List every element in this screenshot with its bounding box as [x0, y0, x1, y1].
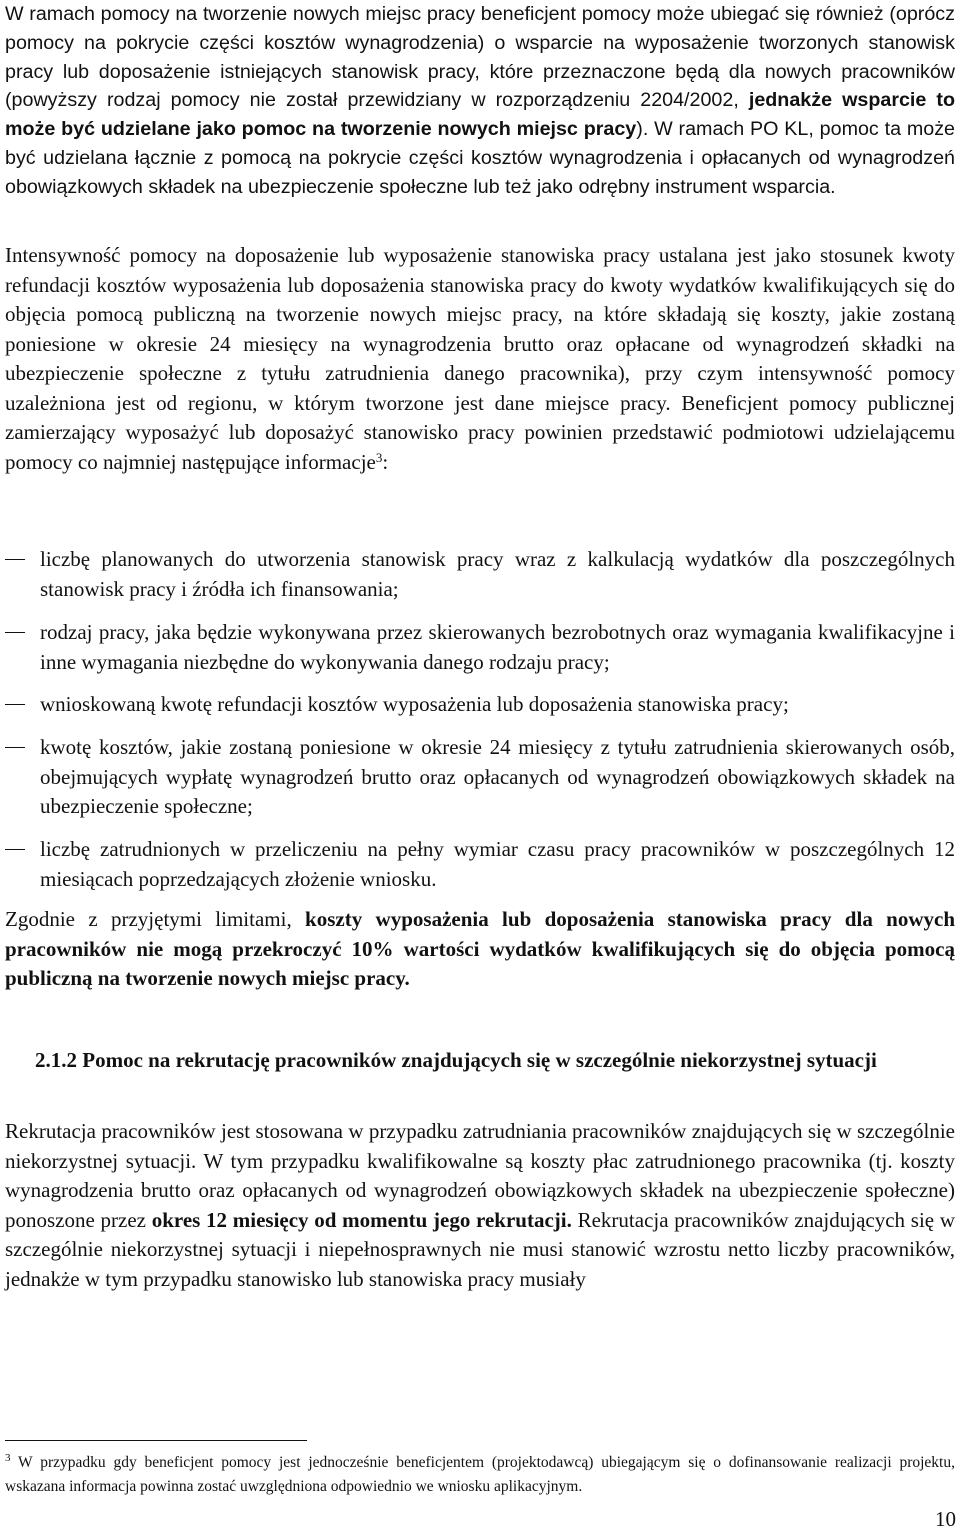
paragraph-text: Intensywność pomocy na doposażenie lub wyposażenie stanowiska pracy ustalana jest jako stosunek kwoty refundacji kosztów wyposażenia lub doposażenia stanowiska pracy do kwoty wydatków kwalifikujących się do objęcia pomocą publiczną na tworzenie nowych miejsc pracy, na które składają się koszty, jakie zostaną poniesione w okresie 24 miesięcy na wynagrodzenia brutto oraz opłacane od wynagrodzeń składki na ubezpieczenie społeczne z tytułu zatrudnienia danego pracownika), przy czym intensywność pomocy uzależniona jest od regionu, w którym tworzone jest dane miejsce pracy. Beneficjent pomocy publicznej zamierzający wyposażyć lub doposażyć stanowisko pracy powinien przedstawić podmiotowi udzielającemu pomocy co najmniej następujące informacje [5, 243, 955, 474]
footnote-marker: 3 [5, 1452, 11, 1464]
section-title: Pomoc na rekrutację pracowników znajdujących się w szczególnie niekorzystnej sytuacji [82, 1048, 877, 1072]
footnote-divider [5, 1440, 307, 1441]
footnote-text: W przypadku gdy beneficjent pomocy jest jednocześnie beneficjentem (projektodawcą) ubiegającym się o dofinansowanie realizacji projektu, wskazana informacja powinna zostać uwzględniona odpowiednio we wniosku aplikacyjnym. [5, 1454, 955, 1495]
paragraph-text: Rekrutacja pracowników jest stosowana w przypadku zatrudniania pracowników znajdujących się w szczególnie niekorzystnej sytuacji. W tym przypadku kwalifikowalne są koszty płac zatrudnionego pracownika (tj. koszty wynagrodzenia brutto oraz opłacanych od wynagrodzeń obowiązkowych składek na ubezpieczenie społeczne) ponoszone przez [5, 1119, 955, 1232]
list-item-text: liczbę planowanych do utworzenia stanowisk pracy wraz z kalkulacją wydatków dla poszczególnych stanowisk pracy i źródła ich finansowania; [40, 547, 955, 601]
paragraph-text: : [382, 449, 389, 474]
paragraph-text: ). W ramach PO KL, pomoc ta może być udzielana łącznie z pomocą na pokrycie części kosztów wynagrodzenia i opłacanych od wynagrodzeń obowiązkowych składek na ubezpieczenie społeczne lub też jako odrębny instrument wsparcia. [5, 118, 955, 198]
list-item-text: kwotę kosztów, jakie zostaną poniesione w okresie 24 miesięcy z tytułu zatrudnienia skierowanych osób, obejmujących wypłatę wynagrodzeń brutto oraz opłacanych od wynagrodzeń obowiązkowych składek na ubezpieczenie społeczne; [40, 735, 955, 818]
page-number: 10 [935, 1507, 956, 1531]
footnote-reference[interactable]: 3 [375, 449, 383, 465]
paragraph-text: Rekrutacja pracowników znajdujących się w szczególnie niekorzystnej sytuacji i niepełnosprawnych nie musi stanowić wzrostu netto liczby pracowników, jednakże w tym przypadku stanowisko lub stanowiska pracy musiały [5, 1207, 955, 1291]
list-item [5, 545, 955, 604]
list-item-text: rodzaj pracy, jaka będzie wykonywana przez skierowanych bezrobotnych oraz wymagania kwalifikacyjne i inne wymagania niezbędne do wykonywania danego rodzaju pracy; [40, 620, 955, 674]
list-item-text: wnioskowaną kwotę refundacji kosztów wyposażenia lub doposażenia stanowiska pracy; [40, 692, 789, 716]
list-item [5, 618, 955, 677]
paragraph-recruitment [5, 1117, 955, 1294]
paragraph-equipment-support [5, 0, 955, 202]
list-item-text: liczbę zatrudnionych w przeliczeniu na pełny wymiar czasu pracy pracowników w poszczególnych 12 miesiącach poprzedzających złożenie wniosku. [40, 837, 955, 891]
paragraph-text: Zgodnie z przyjętymi limitami, [5, 907, 306, 931]
list-item [5, 835, 955, 894]
paragraph-text: W ramach pomocy na tworzenie nowych miejsc pracy beneficjent pomocy może ubiegać się również (oprócz pomocy na pokrycie części kosztów wynagrodzenia) o wsparcie na wyposażenie tworzonych stanowisk pracy lub doposażenie istniejących stanowisk pracy, które przeznaczone będą dla nowych pracowników (powyższy rodzaj pomocy nie został przewidziany w rozporządzeniu 2204/2002, [5, 3, 955, 112]
footnote [5, 1451, 955, 1499]
paragraph-bold-text: jednakże wsparcie to może być udzielane jako pomoc na tworzenie nowych miejsc pracy [5, 89, 955, 141]
dash-bullet-icon [5, 704, 25, 705]
list-item [5, 690, 955, 720]
section-number: 2.1.2 [35, 1048, 77, 1072]
dash-bullet-icon [5, 632, 25, 633]
paragraph-aid-intensity [5, 241, 955, 477]
paragraph-bold-text: koszty wyposażenia lub doposażenia stanowiska pracy dla nowych pracowników nie mogą przekroczyć 10% wartości wydatków kwalifikujących się do objęcia pomocą publiczną na tworzenie nowych miejsc pracy. [5, 907, 955, 990]
paragraph-limits [5, 905, 955, 994]
dash-bullet-icon [5, 849, 25, 850]
section-heading [35, 1046, 955, 1076]
paragraph-bold-text: okres 12 miesięcy od momentu jego rekrutacji. [151, 1207, 572, 1232]
list-item [5, 733, 955, 822]
dash-bullet-icon [5, 747, 25, 748]
dash-bullet-icon [5, 559, 25, 560]
